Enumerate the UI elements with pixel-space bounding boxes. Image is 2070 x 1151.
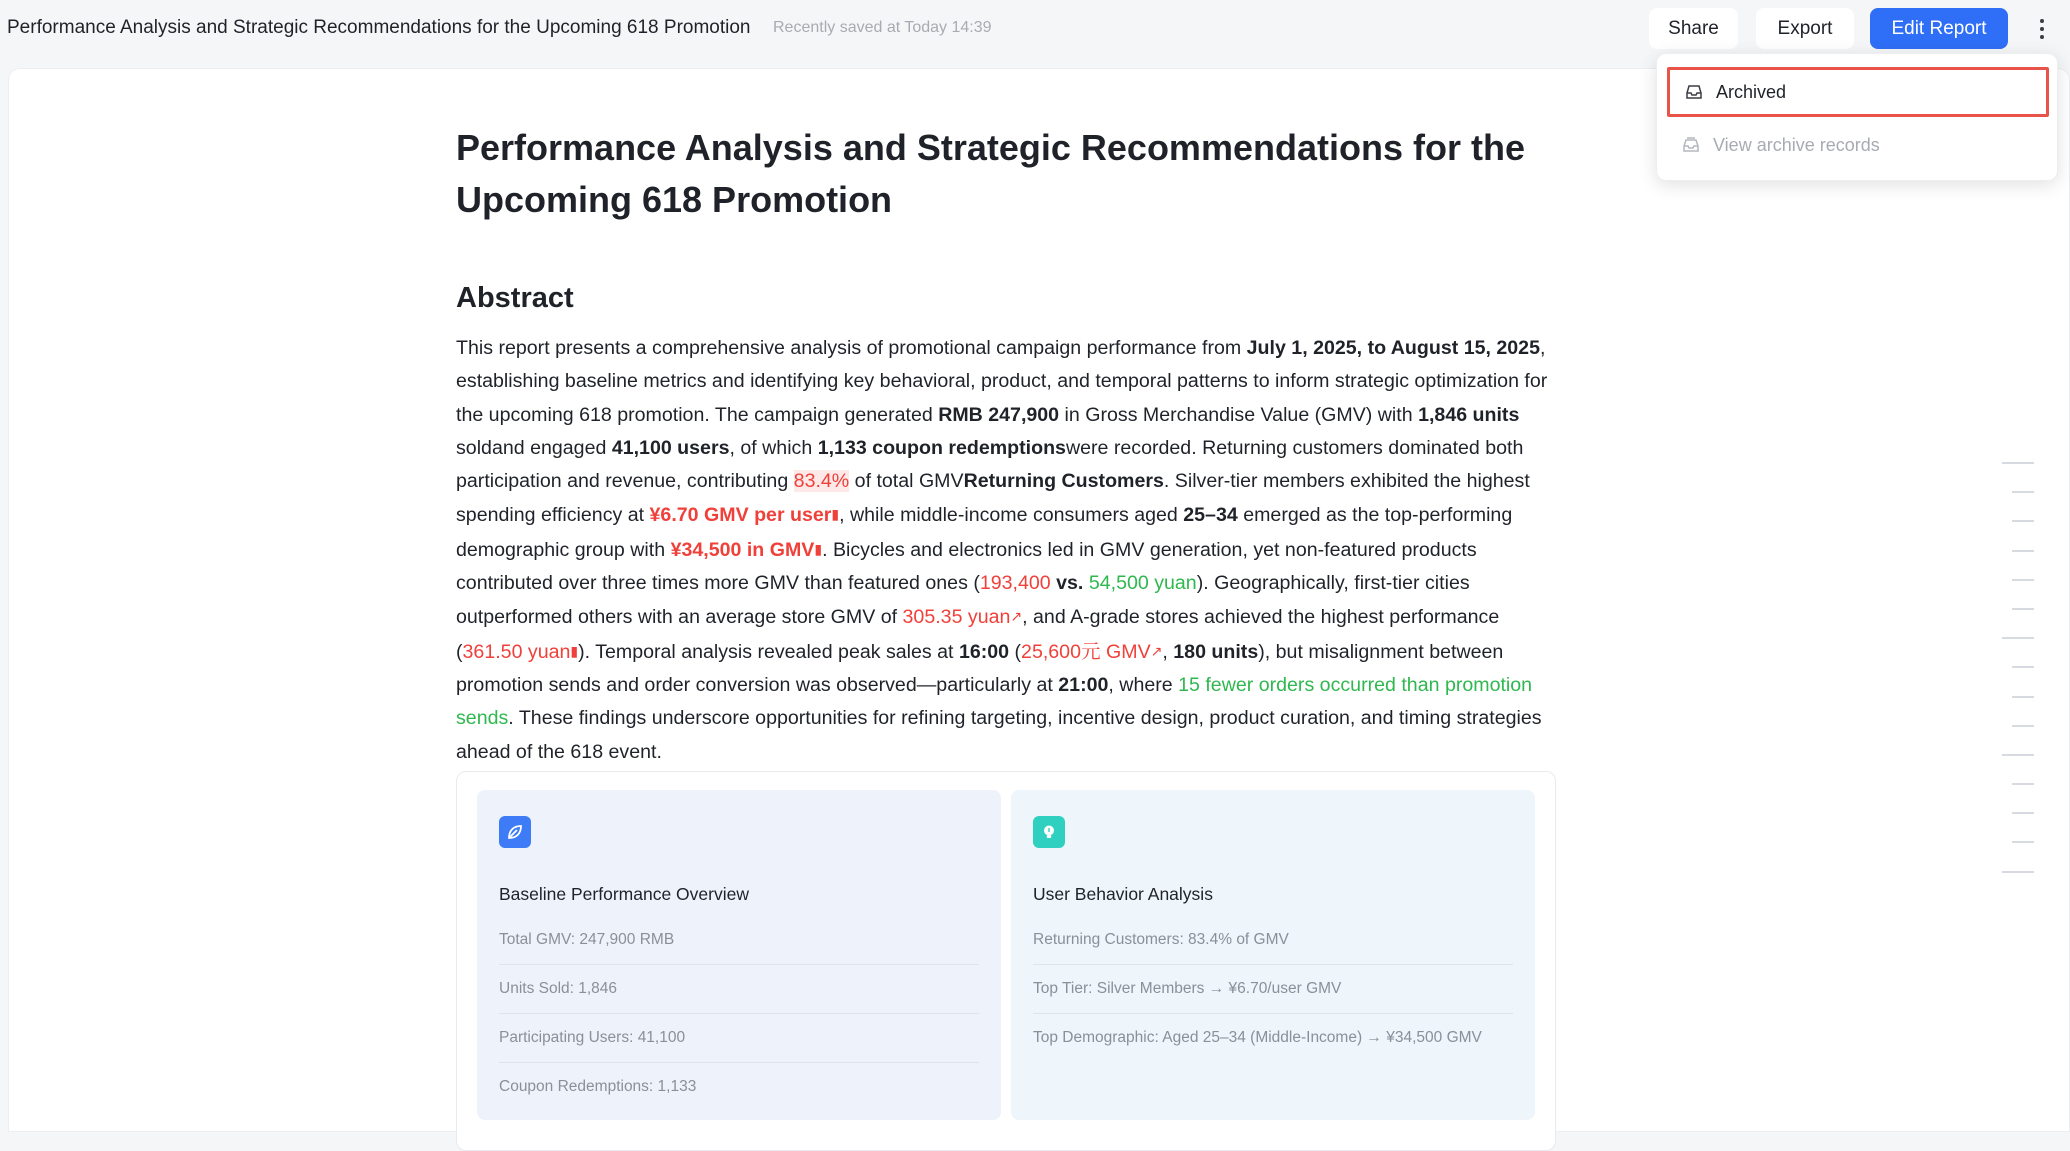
list-item: Units Sold: 1,846 bbox=[499, 965, 979, 1014]
list-item: Top Tier: Silver Members → ¥6.70/user GMV bbox=[1033, 965, 1513, 1014]
lightbulb-icon bbox=[1033, 816, 1065, 848]
bar-chart-icon: ▮ bbox=[814, 540, 823, 557]
outline-tick[interactable] bbox=[2012, 608, 2034, 610]
list-item: Total GMV: 247,900 RMB bbox=[499, 916, 979, 965]
highlight-age-gmv: ¥34,500 in GMV bbox=[670, 538, 815, 561]
archive-records-icon bbox=[1681, 135, 1701, 155]
highlight-returning-pct: 83.4% bbox=[793, 470, 850, 493]
document-title: Performance Analysis and Strategic Recommendations for the Upcoming 618 Promotion bbox=[7, 17, 751, 38]
report-title: Performance Analysis and Strategic Recommendations for the Upcoming 618 Promotion bbox=[456, 127, 1525, 220]
view-archive-records-label: View archive records bbox=[1713, 134, 1880, 155]
highlight-silver-gmv: ¥6.70 GMV per user bbox=[649, 504, 832, 527]
more-options-menu bbox=[1656, 53, 2058, 181]
outline-tick[interactable] bbox=[2012, 666, 2034, 668]
card-title: Baseline Performance Overview bbox=[499, 884, 749, 904]
outline-tick[interactable] bbox=[2002, 637, 2034, 639]
outline-tick[interactable] bbox=[2012, 579, 2034, 581]
outline-tick[interactable] bbox=[2012, 725, 2034, 727]
document-outline-nav[interactable] bbox=[2002, 462, 2034, 900]
outline-tick[interactable] bbox=[2012, 520, 2034, 522]
outline-tick[interactable] bbox=[2012, 841, 2034, 843]
archived-label: Archived bbox=[1716, 81, 1787, 102]
outline-tick[interactable] bbox=[2002, 754, 2034, 756]
trend-up-icon: ↗ bbox=[1150, 642, 1163, 659]
outline-tick[interactable] bbox=[2012, 783, 2034, 785]
outline-tick[interactable] bbox=[2002, 462, 2034, 464]
save-status: Recently saved at Today 14:39 bbox=[773, 19, 992, 36]
list-item: Participating Users: 41,100 bbox=[499, 1014, 979, 1063]
inbox-icon bbox=[1684, 82, 1704, 102]
bar-chart-icon: ▮ bbox=[831, 506, 840, 523]
share-button[interactable]: Share bbox=[1649, 8, 1738, 49]
outline-tick[interactable] bbox=[2012, 812, 2034, 814]
top-bar bbox=[0, 0, 2070, 58]
user-behavior-card bbox=[1011, 790, 1535, 1120]
baseline-performance-card bbox=[477, 790, 1001, 1120]
list-item: Coupon Redemptions: 1,133 bbox=[499, 1078, 697, 1095]
abstract-heading: Abstract bbox=[456, 282, 574, 314]
card-title: User Behavior Analysis bbox=[1033, 884, 1213, 904]
leaf-icon bbox=[499, 816, 531, 848]
summary-cards bbox=[456, 771, 1556, 1151]
export-button[interactable]: Export bbox=[1756, 8, 1854, 49]
outline-tick[interactable] bbox=[2012, 550, 2034, 552]
card-metric-list bbox=[499, 916, 979, 1112]
abstract-paragraph: This report presents a comprehensive analysis of promotional campaign performance from July 1, 2025, to August 15, 2025, establishing baseline metrics and identifying key behavioral, product, and temporal patterns to inform strategic optimization for the upcoming 618 promotion. The campaign generated RMB 247,900 in Gross Merchandise Value (GMV) with 1,846 units soldand engaged 41,100 users, of which 1,133 coupon redemptionswere recorded. Returning customers dominated both participation and revenue, contributing 83.4% of total GMVReturning Customers. Silver-tier members exhibited the highest spending efficiency at ¥6.70 GMV per user▮, while middle-income consumers aged 25–34 emerged as the top-performing demographic group with ¥34,500 in GMV▮. Bicycles and electronics led in GMV generation, yet non-featured products contributed over three times more GMV than featured ones (193,400 vs. 54,500 yuan). Geographically, first-tier cities outperformed others with an average store GMV of 305.35 yuan↗, and A-grade stores achieved the highest performance (361.50 yuan▮). Temporal analysis revealed peak sales at 16:00 (25,600元 GMV↗, 180 units), but misalignment between promotion sends and order conversion was observed—particularly at 21:00, where 15 fewer orders occurred than promotion sends. These findings underscore opportunities for refining targeting, incentive design, product curation, and timing strategies ahead of the 618 event. bbox=[456, 337, 1548, 763]
view-archive-records-menu-item[interactable] bbox=[1667, 120, 2049, 170]
trend-up-icon: ↗ bbox=[1010, 608, 1023, 625]
edit-report-button[interactable]: Edit Report bbox=[1870, 8, 2008, 49]
archived-menu-item[interactable] bbox=[1667, 67, 2049, 117]
more-vertical-icon[interactable] bbox=[2026, 10, 2058, 48]
outline-tick[interactable] bbox=[2012, 491, 2034, 493]
list-item: Top Demographic: Aged 25–34 (Middle-Income) → ¥34,500 GMV bbox=[1033, 1029, 1482, 1046]
outline-tick[interactable] bbox=[2002, 871, 2034, 873]
report-content bbox=[456, 122, 1556, 769]
card-metric-list bbox=[1033, 916, 1513, 1063]
list-item: Returning Customers: 83.4% of GMV bbox=[1033, 916, 1513, 965]
outline-tick[interactable] bbox=[2012, 696, 2034, 698]
bar-chart-icon: ▮ bbox=[570, 642, 579, 659]
